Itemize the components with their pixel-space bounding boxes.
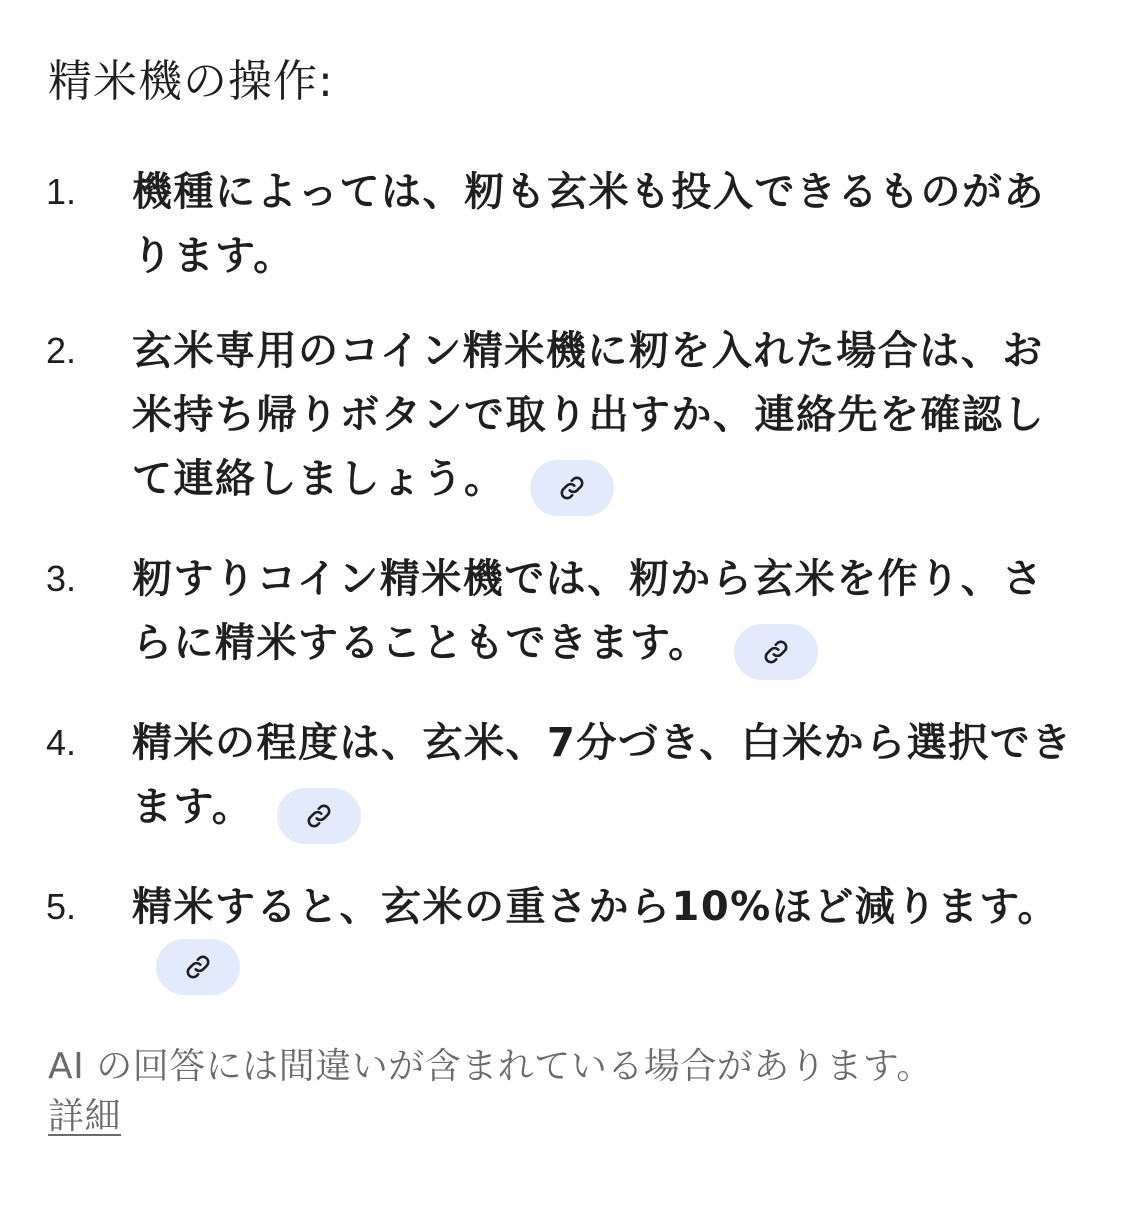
list-item [0, 319, 1125, 516]
step-number: 4. [46, 722, 77, 763]
list-item [0, 711, 1125, 844]
list-item [0, 547, 1125, 680]
link-icon [184, 953, 212, 981]
list-item [0, 160, 1125, 288]
step-number: 1. [46, 171, 77, 212]
step-text: 機種によっては、籾も玄米も投入できるものがあります。 [132, 169, 1045, 279]
operation-steps-list [0, 160, 1125, 1026]
source-link-button[interactable] [530, 460, 614, 516]
ai-disclaimer [48, 1042, 1088, 1142]
step-number: 2. [46, 330, 77, 371]
step-number: 3. [46, 558, 77, 599]
step-text: 籾すりコイン精米機では、籾から玄米を作り、さらに精米することもできます。 [132, 556, 1044, 666]
disclaimer-text: AI の回答には間違いが含まれている場合があります。 [48, 1046, 933, 1087]
link-icon [762, 638, 790, 666]
step-text: 精米すると、玄米の重さから10%ほど減ります。 [132, 884, 1060, 930]
list-item [0, 875, 1125, 995]
link-icon [305, 802, 333, 830]
source-link-button[interactable] [277, 788, 361, 844]
step-number: 5. [46, 886, 77, 927]
step-text: 精米の程度は、玄米、7分づき、白米から選択できます。 [132, 720, 1073, 830]
details-link[interactable]: 詳細 [48, 1096, 122, 1137]
section-heading: 精米機の操作: [48, 56, 334, 107]
link-icon [558, 474, 586, 502]
step-text: 玄米専用のコイン精米機に籾を入れた場合は、お米持ち帰りボタンで取り出すか、連絡先を確認して連絡しましょう。 [132, 328, 1045, 502]
source-link-button[interactable] [734, 624, 818, 680]
source-link-button[interactable] [156, 939, 240, 995]
